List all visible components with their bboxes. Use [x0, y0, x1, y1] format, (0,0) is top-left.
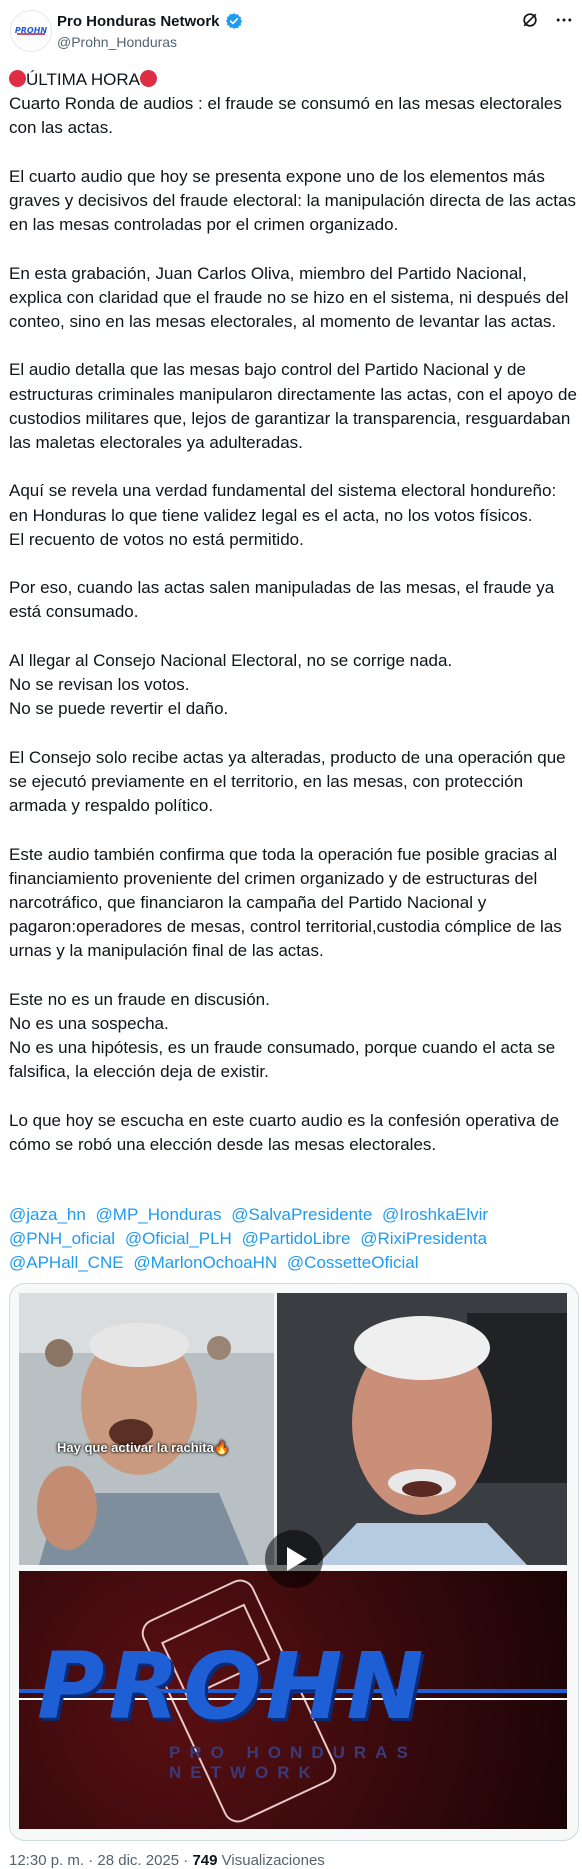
play-icon: [265, 1530, 323, 1588]
paragraph-9: Este no es un fraude en discusión. No es una sospecha. No es una hipótesis, es un fraude consumado, porque cuando el acta se falsifica, la elección deja de existir.: [9, 989, 556, 1082]
grok-icon[interactable]: [520, 10, 540, 30]
mention-link[interactable]: @jaza_hn: [9, 1205, 86, 1224]
display-name[interactable]: Pro Honduras Network: [57, 12, 220, 30]
handle[interactable]: @Prohn_Honduras: [57, 34, 178, 50]
meta-separator: ·: [88, 1852, 94, 1869]
prohn-logo-icon: [11, 11, 51, 51]
paragraph-10: Lo que hoy se escucha en este cuarto audio es la confesión operativa de cómo se robó una elección desde las mesas electorales.: [9, 1110, 564, 1154]
tweet-header: [0, 0, 582, 54]
mention-link[interactable]: @RixiPresidenta: [360, 1229, 488, 1249]
mention-link[interactable]: @PartidoLibre: [241, 1229, 351, 1249]
post-time[interactable]: 12:30 p. m.: [9, 1852, 85, 1869]
paragraph-0: Cuarto Ronda de audios : el fraude se consumó en las mesas electorales con las actas.: [9, 94, 567, 138]
paragraph-2: En esta grabación, Juan Carlos Oliva, miembro del Partido Nacional, explica con claridad que el fraude no se hizo en el sistema, ni después del conteo, sino en las mesas electorales, al momento de levantar las actas.: [9, 263, 574, 332]
red-circle-icon: [9, 70, 26, 87]
mention-link[interactable]: @APHall_CNE: [9, 1253, 124, 1273]
man-speaking-image: [19, 1293, 274, 1565]
play-button[interactable]: [265, 1530, 323, 1588]
meta-separator: ·: [183, 1852, 189, 1869]
video-frame-left: [19, 1293, 274, 1565]
post-date[interactable]: 28 dic. 2025: [97, 1852, 180, 1869]
views-count: 749: [192, 1852, 218, 1869]
video-media[interactable]: [9, 1283, 579, 1841]
more-icon[interactable]: [554, 10, 574, 30]
avatar-logo-text: PROHN: [14, 26, 48, 35]
mention-link[interactable]: @MarlonOchoaHN: [133, 1253, 278, 1273]
video-frame-right: [277, 1293, 567, 1565]
tweet-text: [9, 68, 582, 1157]
mention-link[interactable]: @PNH_oficial: [9, 1229, 116, 1249]
video-frame-bottom: [19, 1571, 567, 1829]
paragraph-6: Al llegar al Consejo Nacional Electoral, no se corrige nada. No se revisan los votos. No se puede revertir el daño.: [9, 650, 453, 719]
mention-link[interactable]: @SalvaPresidente: [231, 1205, 373, 1224]
mention-link[interactable]: @Oficial_PLH: [124, 1229, 232, 1249]
tweet-meta: [9, 1852, 325, 1869]
avatar[interactable]: [10, 10, 52, 52]
headline: ÚLTIMA HORA: [26, 70, 140, 89]
paragraph-3: El audio detalla que las mesas bajo control del Partido Nacional y de estructuras criminales manipularon directamente las actas, con el apoyo de custodios militares que, lejos de garantizar la transparencia, resguardaban las maletas electorales ya adulteradas.: [9, 360, 582, 453]
mention-link[interactable]: @CossetteOficial: [286, 1253, 419, 1273]
verified-badge-icon: [225, 12, 243, 30]
mention-link[interactable]: @MP_Honduras: [95, 1205, 222, 1224]
paragraph-7: El Consejo solo recibe actas ya alteradas, producto de una operación que se ejecutó previamente en el territorio, en las mesas, con protección armada y respaldo político.: [9, 747, 571, 816]
paragraph-1: El cuarto audio que hoy se presenta expone uno de los elementos más graves y decisivos del fraude electoral: la manipulación directa de las actas en las mesas controladas por el crimen organizado.: [9, 166, 581, 235]
video-caption: Hay que activar la rachita🔥: [57, 1440, 230, 1455]
header-actions: [520, 10, 574, 30]
red-circle-icon: [140, 70, 157, 87]
paragraph-4: Aquí se revela una verdad fundamental del sistema electoral hondureño: en Honduras lo que tiene validez legal es el acta, no los votos físicos. El recuento de votos no está permitido.: [9, 481, 557, 549]
mentions: [9, 1203, 577, 1276]
views-label: Visualizaciones: [221, 1852, 325, 1869]
mention-link[interactable]: @IroshkaElvir: [382, 1205, 489, 1224]
paragraph-8: Este audio también confirma que toda la operación fue posible gracias al financiamiento proveniente del crimen organizado y de estructuras del narcotráfico, que financiaron la campaña del Partido Nacional y pagaron:operadores de mesas, control territorial,custodia cómplice de las urnas y la manipulación final de las actas.: [9, 844, 567, 961]
man-in-car-image: [277, 1293, 567, 1565]
paragraph-5: Por eso, cuando las actas salen manipuladas de las mesas, el fraude ya está consumado.: [9, 578, 559, 622]
name-line: [57, 12, 243, 30]
brand-subtext: PRO HONDURAS NETWORK: [169, 1743, 417, 1782]
brand-logo-text: PROHN: [37, 1633, 428, 1740]
